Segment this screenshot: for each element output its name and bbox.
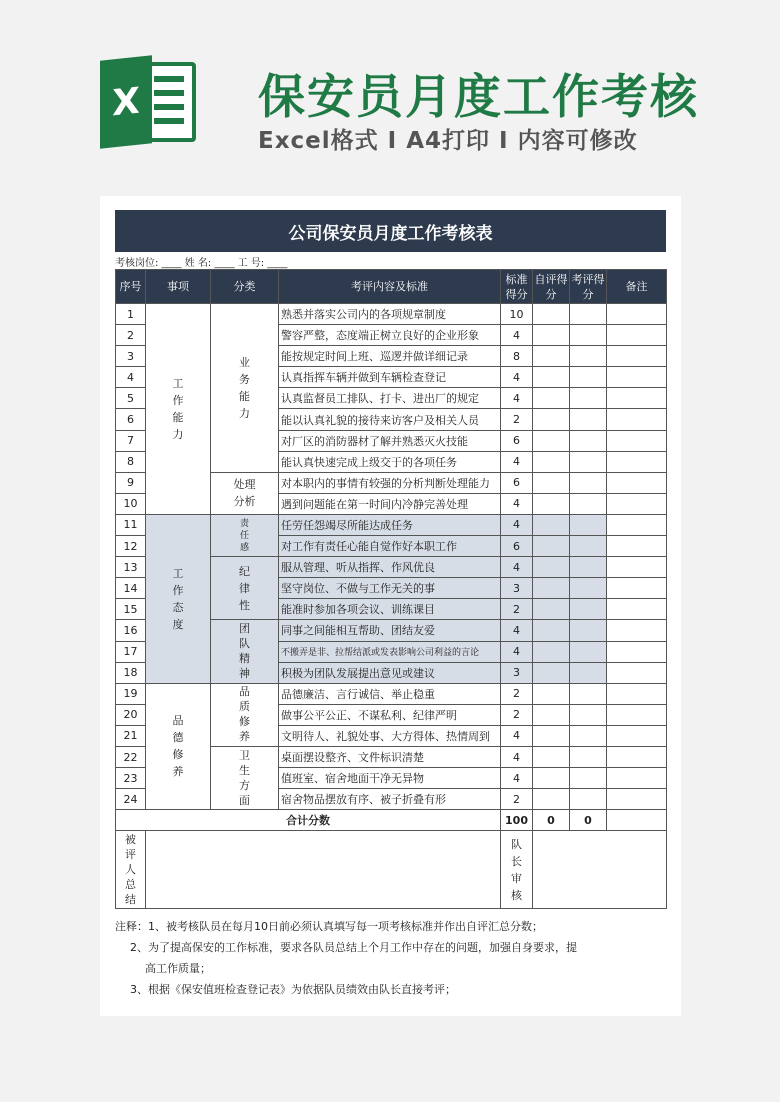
remark-field[interactable] bbox=[607, 325, 667, 346]
row-number: 19 bbox=[116, 683, 146, 704]
row-number: 16 bbox=[116, 620, 146, 641]
sheet-title: 公司保安员月度工作考核表 bbox=[115, 210, 666, 252]
self-score-field[interactable] bbox=[533, 472, 570, 493]
row-number: 13 bbox=[116, 557, 146, 578]
row-number: 9 bbox=[116, 472, 146, 493]
criteria-text: 能认真快速完成上级交于的各项任务 bbox=[279, 451, 501, 472]
remark-field[interactable] bbox=[607, 599, 667, 620]
review-score-field[interactable] bbox=[570, 725, 607, 746]
self-score-field[interactable] bbox=[533, 641, 570, 662]
row-number: 5 bbox=[116, 388, 146, 409]
criteria-text: 认真监督员工排队、打卡、进出厂的规定 bbox=[279, 388, 501, 409]
standard-score: 2 bbox=[501, 789, 533, 810]
standard-score: 4 bbox=[501, 367, 533, 388]
category-cell bbox=[211, 514, 279, 556]
review-score-field[interactable] bbox=[570, 789, 607, 810]
criteria-text: 坚守岗位、不做与工作无关的事 bbox=[279, 578, 501, 599]
category-label: 处理分析 bbox=[233, 478, 256, 509]
self-score-field[interactable] bbox=[533, 746, 570, 767]
table-row bbox=[116, 514, 667, 535]
criteria-text: 对本职内的事情有较强的分析判断处理能力 bbox=[279, 472, 501, 493]
standard-score: 10 bbox=[501, 304, 533, 325]
remark-field[interactable] bbox=[607, 451, 667, 472]
col-header: 考评内容及标准 bbox=[279, 270, 501, 304]
group-cell bbox=[146, 304, 211, 515]
review-score-field[interactable] bbox=[570, 536, 607, 557]
remark-field[interactable] bbox=[607, 493, 667, 514]
standard-score: 4 bbox=[501, 620, 533, 641]
self-score-field[interactable] bbox=[533, 789, 570, 810]
self-score-field[interactable] bbox=[533, 599, 570, 620]
remark-field[interactable] bbox=[607, 768, 667, 789]
row-number: 10 bbox=[116, 493, 146, 514]
remark-field[interactable] bbox=[607, 789, 667, 810]
standard-score: 3 bbox=[501, 662, 533, 683]
review-score-field[interactable] bbox=[570, 388, 607, 409]
remark-field[interactable] bbox=[607, 346, 667, 367]
summary-label: 被评人总结 bbox=[125, 832, 136, 906]
row-number: 11 bbox=[116, 514, 146, 535]
standard-score: 6 bbox=[501, 472, 533, 493]
category-cell bbox=[211, 304, 279, 473]
group-label: 品德修养 bbox=[172, 714, 184, 779]
standard-score: 4 bbox=[501, 641, 533, 662]
review-score-field[interactable] bbox=[570, 662, 607, 683]
total-standard: 100 bbox=[501, 810, 533, 831]
standard-score: 8 bbox=[501, 346, 533, 367]
col-header: 考评得分 bbox=[570, 270, 607, 304]
criteria-text: 认真指挥车辆并做到车辆检查登记 bbox=[279, 367, 501, 388]
criteria-text: 值班室、宿舍地面干净无异物 bbox=[279, 768, 501, 789]
self-score-field[interactable] bbox=[533, 768, 570, 789]
self-score-field[interactable] bbox=[533, 304, 570, 325]
note-line: 3、根据《保安值班检查登记表》为依据队员绩效由队长直接考评； bbox=[130, 983, 456, 996]
standard-score: 3 bbox=[501, 578, 533, 599]
review-score-field[interactable] bbox=[570, 768, 607, 789]
notes-block bbox=[115, 916, 577, 1000]
total-row bbox=[116, 810, 667, 831]
criteria-text: 能按规定时间上班、巡逻并做详细记录 bbox=[279, 346, 501, 367]
review-score-field[interactable] bbox=[570, 514, 607, 535]
review-score-field[interactable] bbox=[570, 493, 607, 514]
standard-score: 6 bbox=[501, 536, 533, 557]
category-cell bbox=[211, 683, 279, 746]
col-header: 标准得分 bbox=[501, 270, 533, 304]
summary-label-cell bbox=[116, 831, 146, 909]
review-score-field[interactable] bbox=[570, 430, 607, 451]
criteria-text: 对工作有责任心能自觉作好本职工作 bbox=[279, 536, 501, 557]
standard-score: 4 bbox=[501, 493, 533, 514]
row-number: 17 bbox=[116, 641, 146, 662]
captain-label-cell bbox=[501, 831, 533, 909]
criteria-text: 警容严整，态度端正树立良好的企业形象 bbox=[279, 325, 501, 346]
banner-subtitle: Excel格式 I A4打印 I 内容可修改 bbox=[258, 128, 638, 154]
document-page bbox=[100, 196, 681, 1016]
criteria-text: 做事公平公正、不谋私利、纪律严明 bbox=[279, 704, 501, 725]
col-header: 事项 bbox=[146, 270, 211, 304]
standard-score: 2 bbox=[501, 409, 533, 430]
self-score-field[interactable] bbox=[533, 725, 570, 746]
category-cell bbox=[211, 472, 279, 514]
self-score-field[interactable] bbox=[533, 683, 570, 704]
category-label: 品质修养 bbox=[239, 685, 250, 744]
category-label: 纪律性 bbox=[239, 564, 250, 612]
row-number: 8 bbox=[116, 451, 146, 472]
criteria-text: 文明待人、礼貌处事、大方得体、热情周到 bbox=[279, 725, 501, 746]
standard-score: 4 bbox=[501, 388, 533, 409]
self-score-field[interactable] bbox=[533, 620, 570, 641]
captain-label: 队长审核 bbox=[511, 837, 522, 902]
category-label: 业务能力 bbox=[239, 355, 250, 420]
row-number: 12 bbox=[116, 536, 146, 557]
self-score-field[interactable] bbox=[533, 346, 570, 367]
row-number: 21 bbox=[116, 725, 146, 746]
remark-field[interactable] bbox=[607, 409, 667, 430]
criteria-text: 遇到问题能在第一时间内冷静完善处理 bbox=[279, 493, 501, 514]
standard-score: 6 bbox=[501, 430, 533, 451]
review-score-field[interactable] bbox=[570, 367, 607, 388]
criteria-text: 任劳任怨竭尽所能达成任务 bbox=[279, 514, 501, 535]
review-score-field[interactable] bbox=[570, 683, 607, 704]
remark-field[interactable] bbox=[607, 620, 667, 641]
self-score-field[interactable] bbox=[533, 325, 570, 346]
total-remark bbox=[607, 810, 667, 831]
row-number: 1 bbox=[116, 304, 146, 325]
row-number: 15 bbox=[116, 599, 146, 620]
category-cell bbox=[211, 746, 279, 809]
row-number: 4 bbox=[116, 367, 146, 388]
table-row bbox=[116, 304, 667, 325]
self-score-field[interactable] bbox=[533, 557, 570, 578]
row-number: 20 bbox=[116, 704, 146, 725]
summary-field[interactable] bbox=[146, 831, 501, 909]
remark-field[interactable] bbox=[607, 304, 667, 325]
self-score-field[interactable] bbox=[533, 578, 570, 599]
criteria-text: 能以认真礼貌的接待来访客户及相关人员 bbox=[279, 409, 501, 430]
remark-field[interactable] bbox=[607, 472, 667, 493]
remark-field[interactable] bbox=[607, 578, 667, 599]
standard-score: 2 bbox=[501, 599, 533, 620]
self-score-field[interactable] bbox=[533, 536, 570, 557]
remark-field[interactable] bbox=[607, 725, 667, 746]
group-cell bbox=[146, 683, 211, 810]
remark-field[interactable] bbox=[607, 746, 667, 767]
criteria-text: 熟悉并落实公司内的各项规章制度 bbox=[279, 304, 501, 325]
total-self: 0 bbox=[533, 810, 570, 831]
standard-score: 4 bbox=[501, 451, 533, 472]
standard-score: 4 bbox=[501, 557, 533, 578]
self-score-field[interactable] bbox=[533, 662, 570, 683]
excel-x-badge: X bbox=[100, 55, 152, 148]
group-cell bbox=[146, 514, 211, 683]
banner-title: 保安员月度工作考核 bbox=[258, 70, 699, 125]
note-line: 2、为了提高保安的工作标准，要求各队员总结上个月工作中存在的问题，加强自身要求，提 bbox=[130, 941, 577, 954]
self-score-field[interactable] bbox=[533, 409, 570, 430]
criteria-text: 积极为团队发展提出意见或建议 bbox=[279, 662, 501, 683]
remark-field[interactable] bbox=[607, 704, 667, 725]
group-label: 工作能力 bbox=[172, 376, 184, 441]
standard-score: 2 bbox=[501, 683, 533, 704]
remark-field[interactable] bbox=[607, 662, 667, 683]
review-score-field[interactable] bbox=[570, 599, 607, 620]
remark-field[interactable] bbox=[607, 388, 667, 409]
col-header: 自评得分 bbox=[533, 270, 570, 304]
review-score-field[interactable] bbox=[570, 304, 607, 325]
criteria-text: 桌面摆设整齐、文件标识清楚 bbox=[279, 746, 501, 767]
row-number: 6 bbox=[116, 409, 146, 430]
criteria-text: 品德廉洁、言行诚信、举止稳重 bbox=[279, 683, 501, 704]
row-number: 18 bbox=[116, 662, 146, 683]
category-cell bbox=[211, 557, 279, 620]
col-header: 分类 bbox=[211, 270, 279, 304]
self-score-field[interactable] bbox=[533, 514, 570, 535]
review-score-field[interactable] bbox=[570, 746, 607, 767]
remark-field[interactable] bbox=[607, 557, 667, 578]
row-number: 24 bbox=[116, 789, 146, 810]
self-score-field[interactable] bbox=[533, 430, 570, 451]
standard-score: 4 bbox=[501, 746, 533, 767]
category-label: 责任感 bbox=[239, 518, 249, 553]
self-score-field[interactable] bbox=[533, 704, 570, 725]
review-score-field[interactable] bbox=[570, 578, 607, 599]
excel-logo-icon bbox=[100, 58, 198, 146]
review-score-field[interactable] bbox=[570, 451, 607, 472]
review-score-field[interactable] bbox=[570, 557, 607, 578]
row-number: 7 bbox=[116, 430, 146, 451]
review-score-field[interactable] bbox=[570, 409, 607, 430]
review-score-field[interactable] bbox=[570, 472, 607, 493]
row-number: 14 bbox=[116, 578, 146, 599]
employee-info-line: 考核岗位: ____ 姓 名: ____ 工 号: ____ bbox=[115, 258, 288, 269]
note-line: 注释：1、被考核队员在每月10日前必须认真填写每一项考核标准并作出自评汇总分数； bbox=[115, 920, 543, 933]
review-score-field[interactable] bbox=[570, 704, 607, 725]
self-score-field[interactable] bbox=[533, 451, 570, 472]
standard-score: 4 bbox=[501, 725, 533, 746]
total-label: 合计分数 bbox=[116, 810, 501, 831]
row-number: 3 bbox=[116, 346, 146, 367]
criteria-text: 对厂区的消防器材了解并熟悉灭火技能 bbox=[279, 430, 501, 451]
criteria-text: 宿舍物品摆放有序、被子折叠有形 bbox=[279, 789, 501, 810]
col-header: 备注 bbox=[607, 270, 667, 304]
category-label: 团队精神 bbox=[239, 622, 250, 681]
review-score-field[interactable] bbox=[570, 346, 607, 367]
summary-row bbox=[116, 831, 667, 909]
self-score-field[interactable] bbox=[533, 388, 570, 409]
table-row bbox=[116, 683, 667, 704]
criteria-text: 服从管理、听从指挥、作风优良 bbox=[279, 557, 501, 578]
self-score-field[interactable] bbox=[533, 367, 570, 388]
standard-score: 4 bbox=[501, 325, 533, 346]
criteria-text: 同事之间能相互帮助、团结友爱 bbox=[279, 620, 501, 641]
self-score-field[interactable] bbox=[533, 493, 570, 514]
table-header-row bbox=[116, 270, 667, 304]
review-score-field[interactable] bbox=[570, 620, 607, 641]
remark-field[interactable] bbox=[607, 430, 667, 451]
total-review: 0 bbox=[570, 810, 607, 831]
col-header: 序号 bbox=[116, 270, 146, 304]
group-label: 工作态度 bbox=[172, 566, 184, 631]
captain-review-field[interactable] bbox=[533, 831, 667, 909]
remark-field[interactable] bbox=[607, 514, 667, 535]
assessment-table bbox=[115, 269, 667, 909]
remark-field[interactable] bbox=[607, 683, 667, 704]
standard-score: 4 bbox=[501, 768, 533, 789]
standard-score: 2 bbox=[501, 704, 533, 725]
review-score-field[interactable] bbox=[570, 641, 607, 662]
criteria-text: 能准时参加各项会议、训练课目 bbox=[279, 599, 501, 620]
note-line: 高工作质量； bbox=[145, 962, 211, 975]
row-number: 2 bbox=[116, 325, 146, 346]
remark-field[interactable] bbox=[607, 641, 667, 662]
criteria-text: 不搬弄是非、拉帮结派或发表影响公司利益的言论 bbox=[279, 641, 501, 662]
remark-field[interactable] bbox=[607, 536, 667, 557]
review-score-field[interactable] bbox=[570, 325, 607, 346]
row-number: 23 bbox=[116, 768, 146, 789]
category-label: 卫生方面 bbox=[239, 748, 250, 807]
remark-field[interactable] bbox=[607, 367, 667, 388]
category-cell bbox=[211, 620, 279, 683]
row-number: 22 bbox=[116, 746, 146, 767]
standard-score: 4 bbox=[501, 514, 533, 535]
